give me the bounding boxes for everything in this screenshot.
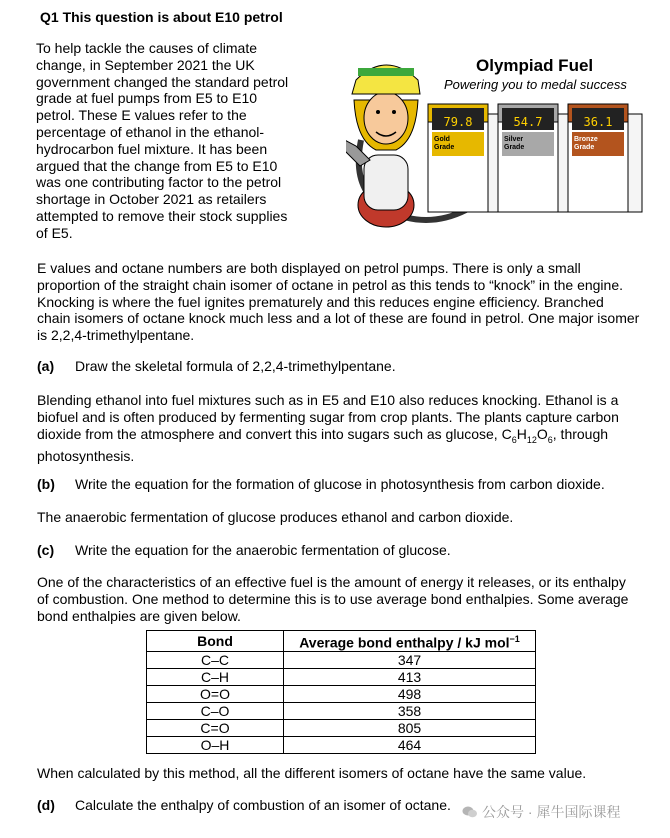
question-d-text: Calculate the enthalpy of combustion of an isomer of octane.: [75, 797, 451, 813]
header-enthalpy: Average bond enthalpy / kJ mol$^{-1}$: [284, 631, 536, 652]
paragraph-isomers: When calculated by this method, all the different isomers of octane have the same value.: [37, 765, 587, 781]
gold-grade-label: Gold Grade: [434, 136, 455, 151]
enthalpy-cell: 347: [284, 651, 536, 668]
enthalpy-cell: 358: [284, 702, 536, 719]
question-b: [37, 476, 637, 494]
silver-grade-label: Silver Grade: [504, 136, 525, 151]
header-bond: Bond: [147, 631, 284, 652]
enthalpy-cell: 413: [284, 668, 536, 685]
table-header-row: [147, 631, 536, 652]
watermark-text: 公众号 · 犀牛国际课程: [482, 804, 621, 820]
bond-cell: C–C: [147, 651, 284, 668]
enthalpy-cell: 464: [284, 736, 536, 753]
logo-tagline: Powering you to medal success: [444, 77, 627, 92]
question-b-label: (b): [37, 476, 55, 492]
question-c: [37, 542, 637, 560]
glucose-formula: $C_6H_{12}O_6$: [501, 425, 553, 445]
paragraph-fermentation: The anaerobic fermentation of glucose produces ethanol and carbon dioxide.: [37, 509, 514, 525]
table-row: [147, 719, 536, 736]
table-row: [147, 685, 536, 702]
gold-pump-display: 79.8: [443, 115, 473, 129]
bond-cell: O=O: [147, 685, 284, 702]
bronze-grade-label: Bronze Grade: [574, 136, 598, 151]
enthalpy-cell: 498: [284, 685, 536, 702]
question-b-text: Write the equation for the formation of glucose in photosynthesis from carbon dioxide.: [75, 476, 605, 492]
bond-cell: C=O: [147, 719, 284, 736]
paragraph-enthalpy: One of the characteristics of an effective fuel is the amount of energy it releases, or its enthalpy of combustion. One method to determine this is to use average bond enthalpies. Some average bond enthalpies are given below.: [37, 574, 629, 624]
paragraph-octane: E values and octane numbers are both displayed on petrol pumps. There is only a small proportion of the straight chain isomer of octane in petrol as this tends to “knock” in the engine. Knocking is where the fuel ignites prematurely and this reduces engine efficiency. Branched chain isomers of octane knock much less and a lot of these are found in petrol. One major isomer is 2,2,4-trimethylpentane.: [37, 260, 640, 344]
question-c-label: (c): [37, 542, 55, 558]
question-a-label: (a): [37, 358, 55, 374]
watermark: [462, 802, 620, 822]
table-row: [147, 651, 536, 668]
bond-cell: C–O: [147, 702, 284, 719]
bronze-pump-display: 36.1: [583, 115, 613, 129]
bond-cell: O–H: [147, 736, 284, 753]
bond-cell: C–H: [147, 668, 284, 685]
paragraph-ethanol-end: , through photosynthesis.: [37, 425, 609, 465]
olympiad-fuel-logo: [346, 40, 646, 245]
silver-pump-display: 54.7: [513, 115, 543, 129]
wechat-icon: [462, 804, 478, 820]
paragraph-ethanol-text: Blending ethanol into fuel mixtures such as in E5 and E10 also reduces knocking. Ethanol is a biofuel and is often produced by fermenting sugar from crop plants. The plants capture carbon dioxide from the atmosphere and convert this into sugars such as glucose,: [37, 392, 619, 442]
paragraph-ethanol: [37, 392, 641, 465]
question-a: [37, 358, 637, 376]
bond-enthalpy-table: [146, 630, 536, 754]
question-a-text: Draw the skeletal formula of 2,2,4-trimethylpentane.: [75, 358, 396, 374]
table-row: [147, 736, 536, 753]
question-c-text: Write the equation for the anaerobic fermentation of glucose.: [75, 542, 451, 558]
enthalpy-cell: 805: [284, 719, 536, 736]
table-row: [147, 702, 536, 719]
table-row: [147, 668, 536, 685]
logo-brand-name: Olympiad Fuel: [476, 56, 594, 75]
question-title: Q1 This question is about E10 petrol: [40, 9, 283, 25]
question-d-label: (d): [37, 797, 55, 813]
intro-paragraph: To help tackle the causes of climate change, in September 2021 the UK government changed the standard petrol grade at fuel pumps from E5 to E10 petrol. These E values refer to the percentage of ethanol in the ethanol-hydrocarbon fuel mixture. It has been argued that the change from E5 to E10 was one contributing factor to the petrol shortage in October 2021 as retailers attempted to remove their stock supplies of E5.: [36, 40, 289, 241]
